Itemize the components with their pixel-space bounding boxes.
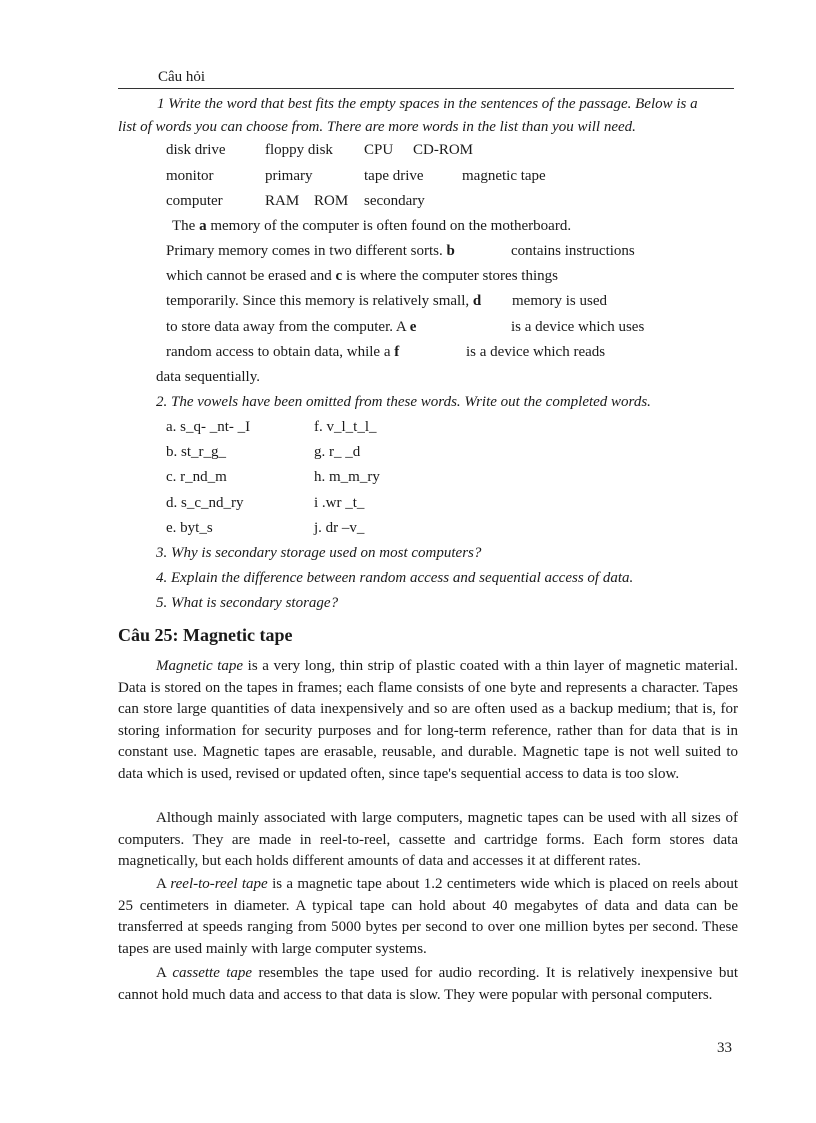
paragraph-text: is a magnetic tape about 1.2 centimeters wide which is placed on reels about 25 centimeters in diameter. A typical tape can hold about 40 megabytes of data and data can be transferred at speeds ranging from 5000 bytes per second to over one million bytes per second. These tapes are used mainly with large computer systems. — [118, 876, 738, 957]
blank-label: c — [335, 268, 343, 284]
word-list-item: disk drive — [166, 142, 226, 158]
term: reel-to-reel tape — [170, 876, 268, 892]
passage-line — [166, 343, 399, 361]
vowel-item: j. dr –v_ — [314, 520, 365, 536]
blank-label: d — [472, 293, 482, 309]
paragraph-text: resembles the tape used for audio recording. It is relatively inexpensive but cannot hold much data and access to that data is slow. They were popular with personal computers. — [118, 965, 738, 1003]
passage-line — [166, 292, 481, 310]
paragraph-text: Although mainly associated with large computers, magnetic tapes can be used with all sizes of computers. They are made in reel-to-reel, cassette and cartridge forms. Each form stores data magnetically, but each holds different amounts of data and accesses it at different rates. — [118, 810, 738, 869]
paragraph-text: is a very long, thin strip of plastic coated with a thin layer of magnetic material. Data is stored on the tapes in frames; each flame consists of one byte and represents a character. Tapes can store large quantities of data inexpensively and so are often used as a backup medium; that is, for storing information for security purposes and for long-term reference, rather than for data that is in constant use. Magnetic tapes are erasable, reusable, and durable. Magnetic tape is not well suited to data which is used, revised or updated often, since tape's sequential access to data is too slow. — [118, 658, 738, 782]
section-title: Câu 25: Magnetic tape — [118, 625, 293, 645]
word-list-item: monitor — [166, 168, 214, 184]
passage-text: memory of the computer is often found on the motherboard. — [206, 218, 572, 234]
term: cassette tape — [172, 965, 253, 981]
page-header-title: Câu hỏi — [158, 69, 206, 85]
blank-label: b — [446, 243, 455, 259]
passage-end: data sequentially. — [156, 369, 260, 385]
passage-text: to store data away from the computer. A — [166, 319, 410, 335]
vowel-item: b. st_r_g_ — [166, 444, 226, 460]
passage-text: is a device which reads — [466, 344, 606, 360]
term: Magnetic tape — [156, 658, 244, 674]
vowel-item: d. s_c_nd_ry — [166, 495, 244, 511]
passage-text: contains instructions — [511, 243, 635, 259]
vowel-item: i .wr _t_ — [314, 495, 365, 511]
blank-label: e — [409, 319, 417, 335]
word-list-item: tape drive — [364, 168, 424, 184]
q1-instruction-line2: list of words you can choose from. There are more words in the list than you will need. — [118, 119, 636, 135]
q4-text: 4. Explain the difference between random access and sequential access of data. — [156, 570, 634, 586]
word-list-item: CPU — [364, 142, 394, 158]
paragraph-4 — [118, 963, 738, 1006]
paragraph-2 — [118, 808, 738, 873]
passage-text: random access to obtain data, while a — [166, 344, 395, 360]
word-list-item: RAM — [265, 193, 300, 209]
vowel-item: g. r_ _d — [314, 444, 361, 460]
vowel-item: a. s_q- _nt- _I — [166, 419, 251, 435]
word-list-item: primary — [265, 168, 313, 184]
passage-line — [166, 242, 455, 260]
vowel-item: e. byt_s — [166, 520, 213, 536]
q3-text: 3. Why is secondary storage used on most computers? — [156, 545, 482, 561]
vowel-item: f. v_l_t_l_ — [314, 419, 377, 435]
passage-text: is where the computer stores things — [342, 268, 558, 284]
word-list-item: CD-ROM — [413, 142, 474, 158]
blank-label: a — [199, 218, 207, 234]
paragraph-text: A — [156, 876, 171, 892]
passage-text: which cannot be erased and — [166, 268, 336, 284]
passage-text: temporarily. Since this memory is relatively small, — [166, 293, 473, 309]
paragraph-3 — [118, 874, 738, 960]
word-list-item: ROM — [314, 193, 349, 209]
paragraph-text: A — [156, 965, 173, 981]
header-rule — [118, 88, 734, 89]
passage-text: The — [172, 218, 200, 234]
page-number: 33 — [717, 1040, 732, 1056]
q1-instruction-line1: 1 Write the word that best fits the empty spaces in the sentences of the passage. Below is a — [157, 96, 698, 112]
passage-text: is a device which uses — [511, 319, 645, 335]
passage-line — [166, 267, 558, 285]
word-list-item: magnetic tape — [462, 168, 546, 184]
passage-text: memory is used — [512, 293, 607, 309]
vowel-item: h. m_m_ry — [314, 469, 380, 485]
word-list-item: secondary — [364, 193, 425, 209]
word-list-item: computer — [166, 193, 223, 209]
passage-text: Primary memory comes in two different sorts. — [166, 243, 447, 259]
vowel-item: c. r_nd_m — [166, 469, 227, 485]
q2-instruction: 2. The vowels have been omitted from these words. Write out the completed words. — [156, 394, 651, 410]
passage-line — [172, 217, 571, 235]
blank-label: f — [394, 344, 400, 360]
paragraph-1 — [118, 656, 738, 785]
q5-text: 5. What is secondary storage? — [156, 595, 339, 611]
word-list-item: floppy disk — [265, 142, 333, 158]
passage-line — [166, 318, 416, 336]
